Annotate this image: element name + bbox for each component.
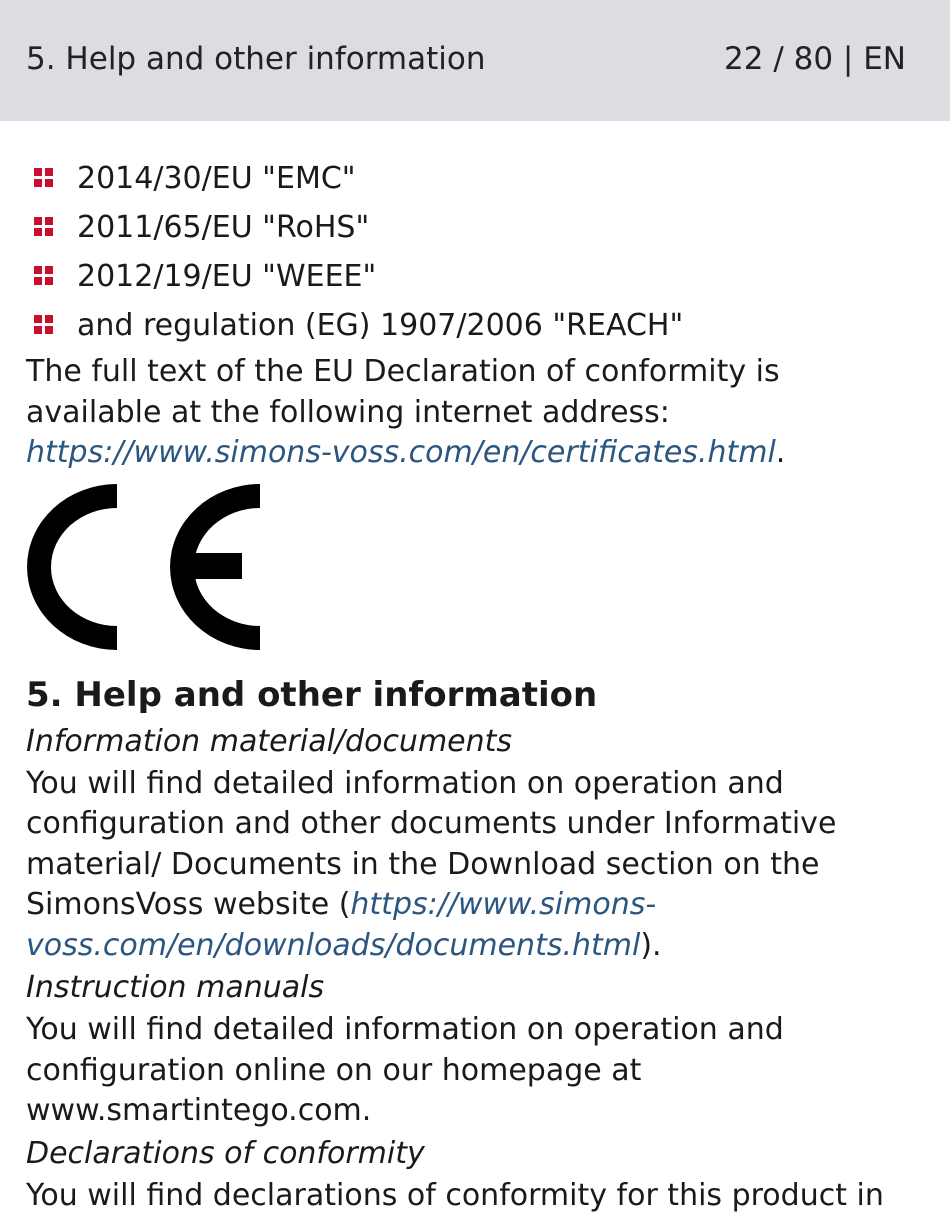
list-item — [26, 205, 906, 254]
directive-text: and regulation (EG) 1907/2006 "REACH" — [77, 308, 683, 343]
downloads-link[interactable]: https://www.simons-voss.com/en/downloads/documents.html — [26, 887, 656, 963]
bullet-icon — [34, 168, 54, 188]
directive-text: 2012/19/EU "WEEE" — [77, 259, 376, 294]
bullet-icon — [34, 217, 54, 237]
directive-text: 2011/65/EU "RoHS" — [77, 210, 369, 245]
list-item — [26, 303, 906, 352]
section-heading: 5. Help and other information — [26, 670, 906, 720]
list-item — [26, 254, 906, 303]
info-material-text: You will find detailed information on operation and configuration and other documents under Informative material/ Documents in the Download section on the SimonsVoss website ( — [26, 766, 836, 923]
manuals-paragraph: You will find detailed information on operation and configuration online on our homepage at www.smartintego.com. — [26, 1010, 906, 1132]
conformity-text: The full text of the EU Declaration of conformity is available at the following internet address: — [26, 354, 780, 430]
page-content — [26, 156, 906, 1216]
declarations-subhead: Declarations of conformity — [26, 1132, 906, 1176]
directive-text: 2014/30/EU "EMC" — [77, 161, 356, 196]
manuals-subhead: Instruction manuals — [26, 966, 906, 1010]
info-material-text-end: ). — [640, 928, 661, 963]
list-item — [26, 156, 906, 205]
header-section-title: 5. Help and other information — [26, 40, 486, 78]
bullet-icon — [34, 266, 54, 286]
info-material-subhead: Information material/documents — [26, 720, 906, 764]
page-header — [0, 0, 950, 121]
ce-mark-icon — [26, 484, 260, 650]
directive-list — [26, 156, 906, 352]
conformity-text-end: . — [776, 435, 786, 470]
info-material-paragraph — [26, 764, 906, 967]
bullet-icon — [34, 315, 54, 335]
declarations-paragraph: You will find declarations of conformity for this product in — [26, 1176, 906, 1216]
conformity-paragraph — [26, 352, 906, 474]
header-page-info: 22 / 80 | EN — [724, 40, 906, 78]
certificates-link[interactable]: https://www.simons-voss.com/en/certificates.html — [26, 435, 776, 470]
